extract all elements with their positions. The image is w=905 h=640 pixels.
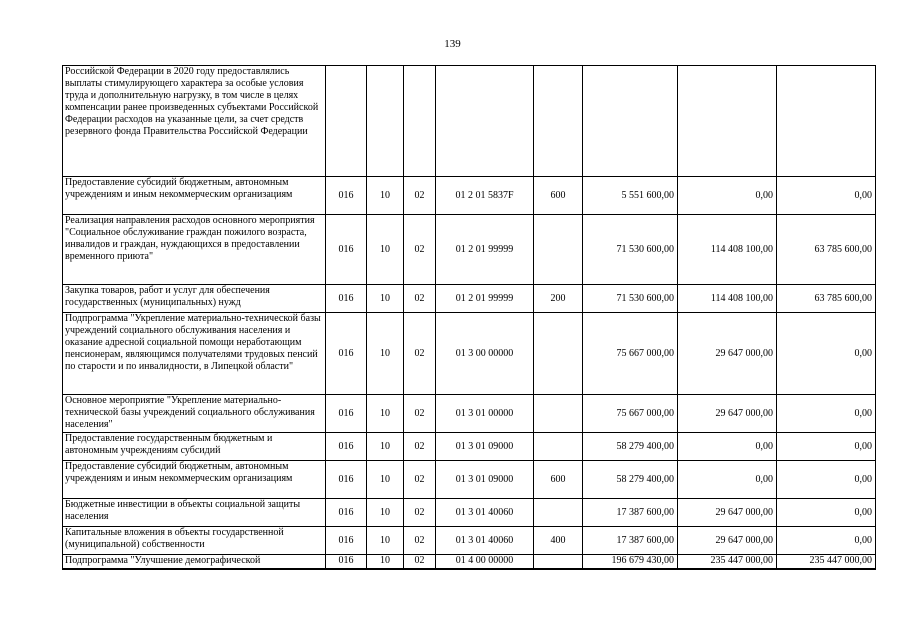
amount-2021-cell: 71 530 600,00 xyxy=(583,215,678,285)
amount-2023-cell: 0,00 xyxy=(777,527,876,555)
expense-type-cell xyxy=(534,395,583,433)
amount-2022-cell: 114 408 100,00 xyxy=(678,285,777,313)
description-cell: Предоставление субсидий бюджетным, автономным учреждениям и иным некоммерческим организациям xyxy=(63,461,326,499)
section-cell: 10 xyxy=(367,499,404,527)
ministry-code-cell: 016 xyxy=(326,527,367,555)
amount-2023-cell: 63 785 600,00 xyxy=(777,285,876,313)
amount-2021-cell xyxy=(583,66,678,177)
description-cell: Российской Федерации в 2020 году предоставлялись выплаты стимулирующего характера за особые условия труда и дополнительную нагрузку, в том числе в целях компенсации ранее произведенных субъектами Российской Федерации расходов на указанные цели, за счет средств резервного фонда Правительства Российской Федерации xyxy=(63,66,326,177)
ministry-code-cell: 016 xyxy=(326,499,367,527)
amount-2022-cell: 29 647 000,00 xyxy=(678,313,777,395)
description-cell: Капитальные вложения в объекты государственной (муниципальной) собственности xyxy=(63,527,326,555)
ministry-code-cell: 016 xyxy=(326,313,367,395)
section-cell: 10 xyxy=(367,285,404,313)
section-cell: 10 xyxy=(367,555,404,569)
description-cell: Реализация направления расходов основного мероприятия "Социальное обслуживание граждан пожилого возраста, инвалидов и граждан, нуждающихся в предоставлении временного приюта" xyxy=(63,215,326,285)
section-cell: 10 xyxy=(367,177,404,215)
amount-2023-cell: 0,00 xyxy=(777,499,876,527)
description-cell: Основное мероприятие "Укрепление материально-технической базы учреждений социального обслуживания населения" xyxy=(63,395,326,433)
description-cell: Предоставление субсидий бюджетным, автономным учреждениям и иным некоммерческим организациям xyxy=(63,177,326,215)
subsection-cell: 02 xyxy=(404,285,436,313)
ministry-code-cell: 016 xyxy=(326,395,367,433)
table-row xyxy=(63,215,876,285)
amount-2023-cell: 235 447 000,00 xyxy=(777,555,876,569)
subsection-cell: 02 xyxy=(404,527,436,555)
table-row xyxy=(63,313,876,395)
table-body xyxy=(63,66,876,569)
target-article-cell: 01 2 01 99999 xyxy=(436,285,534,313)
amount-2023-cell: 0,00 xyxy=(777,461,876,499)
ministry-code-cell: 016 xyxy=(326,177,367,215)
section-cell: 10 xyxy=(367,433,404,461)
ministry-code-cell: 016 xyxy=(326,215,367,285)
expense-type-cell: 600 xyxy=(534,461,583,499)
page-number: 139 xyxy=(444,38,461,50)
section-cell: 10 xyxy=(367,215,404,285)
amount-2022-cell: 29 647 000,00 xyxy=(678,527,777,555)
target-article-cell: 01 2 01 5837F xyxy=(436,177,534,215)
table-row xyxy=(63,66,876,177)
section-cell: 10 xyxy=(367,313,404,395)
ministry-code-cell: 016 xyxy=(326,285,367,313)
amount-2021-cell: 75 667 000,00 xyxy=(583,395,678,433)
amount-2021-cell: 58 279 400,00 xyxy=(583,461,678,499)
description-cell: Закупка товаров, работ и услуг для обеспечения государственных (муниципальных) нужд xyxy=(63,285,326,313)
expense-type-cell xyxy=(534,215,583,285)
amount-2021-cell: 17 387 600,00 xyxy=(583,527,678,555)
description-cell: Предоставление государственным бюджетным и автономным учреждениям субсидий xyxy=(63,433,326,461)
amount-2021-cell: 58 279 400,00 xyxy=(583,433,678,461)
subsection-cell: 02 xyxy=(404,461,436,499)
amount-2023-cell: 0,00 xyxy=(777,395,876,433)
table-row xyxy=(63,461,876,499)
target-article-cell: 01 3 01 40060 xyxy=(436,499,534,527)
table-row xyxy=(63,433,876,461)
subsection-cell: 02 xyxy=(404,215,436,285)
amount-2023-cell: 0,00 xyxy=(777,313,876,395)
section-cell xyxy=(367,66,404,177)
target-article-cell: 01 2 01 99999 xyxy=(436,215,534,285)
target-article-cell: 01 3 01 09000 xyxy=(436,461,534,499)
expense-type-cell xyxy=(534,499,583,527)
amount-2022-cell: 235 447 000,00 xyxy=(678,555,777,569)
amount-2021-cell: 75 667 000,00 xyxy=(583,313,678,395)
expense-type-cell xyxy=(534,313,583,395)
amount-2023-cell: 0,00 xyxy=(777,177,876,215)
amount-2022-cell: 114 408 100,00 xyxy=(678,215,777,285)
expense-type-cell: 400 xyxy=(534,527,583,555)
expense-type-cell: 200 xyxy=(534,285,583,313)
ministry-code-cell: 016 xyxy=(326,461,367,499)
amount-2022-cell: 0,00 xyxy=(678,177,777,215)
section-cell: 10 xyxy=(367,527,404,555)
target-article-cell: 01 3 01 09000 xyxy=(436,433,534,461)
target-article-cell: 01 3 01 40060 xyxy=(436,527,534,555)
description-cell: Подпрограмма "Улучшение демографической xyxy=(63,555,326,569)
ministry-code-cell: 016 xyxy=(326,555,367,569)
subsection-cell: 02 xyxy=(404,313,436,395)
target-article-cell: 01 3 00 00000 xyxy=(436,313,534,395)
subsection-cell xyxy=(404,66,436,177)
amount-2023-cell: 63 785 600,00 xyxy=(777,215,876,285)
table-row xyxy=(63,527,876,555)
amount-2021-cell: 71 530 600,00 xyxy=(583,285,678,313)
subsection-cell: 02 xyxy=(404,555,436,569)
amount-2023-cell xyxy=(777,66,876,177)
section-cell: 10 xyxy=(367,461,404,499)
ministry-code-cell xyxy=(326,66,367,177)
description-cell: Подпрограмма "Укрепление материально-технической базы учреждений социального обслуживания населения и оказание адресной социальной помощи неработающим пенсионерам, являющимся получателями трудовых пенсий по старости и по инвалидности, в Липецкой области" xyxy=(63,313,326,395)
amount-2022-cell: 29 647 000,00 xyxy=(678,395,777,433)
expense-type-cell xyxy=(534,555,583,569)
amount-2022-cell xyxy=(678,66,777,177)
table-row xyxy=(63,395,876,433)
section-cell: 10 xyxy=(367,395,404,433)
amount-2021-cell: 5 551 600,00 xyxy=(583,177,678,215)
amount-2022-cell: 29 647 000,00 xyxy=(678,499,777,527)
subsection-cell: 02 xyxy=(404,433,436,461)
expense-type-cell: 600 xyxy=(534,177,583,215)
expense-type-cell xyxy=(534,66,583,177)
amount-2023-cell: 0,00 xyxy=(777,433,876,461)
table-row xyxy=(63,499,876,527)
expense-type-cell xyxy=(534,433,583,461)
subsection-cell: 02 xyxy=(404,395,436,433)
target-article-cell: 01 3 01 00000 xyxy=(436,395,534,433)
subsection-cell: 02 xyxy=(404,499,436,527)
amount-2022-cell: 0,00 xyxy=(678,433,777,461)
amount-2021-cell: 17 387 600,00 xyxy=(583,499,678,527)
subsection-cell: 02 xyxy=(404,177,436,215)
table-row xyxy=(63,555,876,569)
table-row xyxy=(63,285,876,313)
table-row xyxy=(63,177,876,215)
target-article-cell: 01 4 00 00000 xyxy=(436,555,534,569)
amount-2022-cell: 0,00 xyxy=(678,461,777,499)
amount-2021-cell: 196 679 430,00 xyxy=(583,555,678,569)
target-article-cell xyxy=(436,66,534,177)
budget-table xyxy=(62,65,876,570)
ministry-code-cell: 016 xyxy=(326,433,367,461)
description-cell: Бюджетные инвестиции в объекты социальной защиты населения xyxy=(63,499,326,527)
